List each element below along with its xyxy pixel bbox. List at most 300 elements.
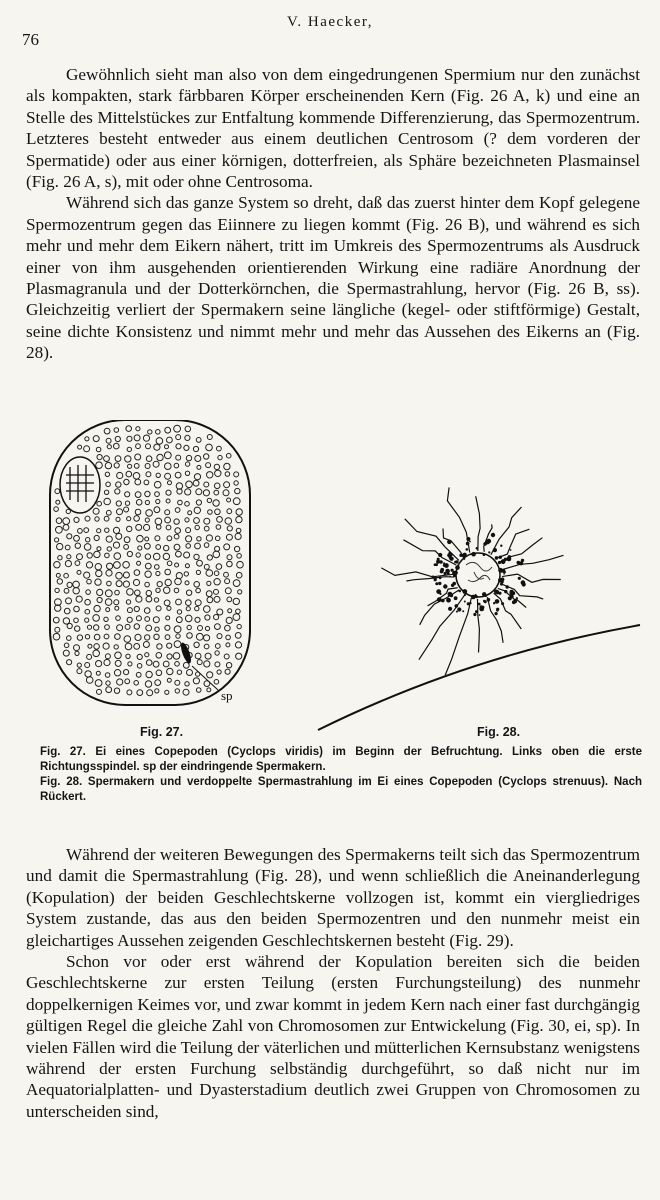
aster-granule bbox=[447, 540, 451, 544]
egg-granule bbox=[77, 554, 83, 560]
egg-granule bbox=[146, 456, 152, 462]
egg-granule bbox=[195, 653, 201, 659]
egg-granule bbox=[156, 473, 160, 477]
egg-granule bbox=[167, 536, 172, 541]
egg-granule bbox=[115, 489, 120, 494]
egg-granule bbox=[207, 688, 211, 692]
egg-granule bbox=[127, 551, 132, 556]
egg-granule bbox=[145, 681, 151, 687]
egg-granule bbox=[127, 589, 134, 596]
egg-granule bbox=[67, 623, 72, 628]
egg-granule bbox=[86, 562, 92, 568]
egg-granule bbox=[174, 626, 181, 633]
egg-granule bbox=[225, 472, 230, 477]
aster-granule bbox=[499, 556, 502, 559]
egg-granule bbox=[205, 653, 211, 659]
egg-granule bbox=[84, 572, 90, 578]
aster-ray bbox=[420, 590, 459, 625]
egg-granule bbox=[154, 481, 161, 488]
egg-granule bbox=[116, 501, 121, 506]
egg-granule bbox=[114, 463, 119, 468]
egg-granule bbox=[146, 472, 151, 477]
egg-granule bbox=[105, 553, 110, 558]
egg-granule bbox=[205, 626, 209, 630]
aster-granule bbox=[457, 564, 459, 566]
egg-granule bbox=[186, 607, 190, 611]
egg-granule bbox=[196, 570, 200, 574]
aster-granule bbox=[512, 600, 516, 604]
egg-granule bbox=[224, 463, 230, 469]
egg-granule bbox=[124, 479, 129, 484]
egg-granule bbox=[124, 636, 131, 643]
egg-granule bbox=[93, 508, 99, 514]
paragraph: Während sich das ganze System so dreht, daß das zuerst hinter dem Kopf gelegene Spermozentrum gegen das Eiinnere zu liegen kommt (Fig. 26 B), und während es sich mehr und mehr dem Eikern nähert, tritt im Umkreis des Spermozentrums als Ausdruck einer von ihm ausgehenden orientierenden Wirkung eine radiäre Anordnung der Plasmagranula und der Dotterkörnchen, die Spermastrahlung, hervor (Fig. 26 B, ss). Gleichzeitig verliert der Spermakern seine längliche (kegel- oder stiftförmige) Gestalt, seine dichte Konsistenz und nimmt mehr und mehr das Aussehen des Eikerns an (Fig. 28). bbox=[26, 193, 640, 363]
egg-granule bbox=[133, 579, 139, 585]
egg-granule bbox=[137, 654, 142, 659]
egg-granule bbox=[106, 438, 111, 443]
egg-granule bbox=[135, 492, 141, 498]
egg-granule bbox=[144, 480, 149, 485]
egg-granule bbox=[156, 653, 162, 659]
egg-granule bbox=[196, 633, 203, 640]
aster-ray bbox=[491, 507, 522, 555]
egg-granule bbox=[155, 565, 160, 570]
egg-granule bbox=[147, 690, 153, 696]
egg-granule bbox=[85, 635, 89, 639]
egg-granule bbox=[193, 446, 198, 451]
egg-granule bbox=[186, 528, 191, 533]
egg-granule bbox=[196, 500, 201, 505]
egg-granule bbox=[236, 572, 242, 578]
egg-granule bbox=[233, 498, 240, 505]
aster-granule bbox=[508, 555, 512, 559]
egg-granule bbox=[134, 644, 140, 650]
egg-granule bbox=[206, 570, 213, 577]
egg-granule bbox=[104, 498, 111, 505]
egg-granule bbox=[97, 501, 102, 506]
egg-granule bbox=[206, 591, 212, 597]
egg-granule bbox=[146, 444, 151, 449]
egg-granule bbox=[237, 561, 244, 568]
egg-granule bbox=[125, 492, 130, 497]
egg-granule bbox=[215, 509, 221, 515]
egg-granule bbox=[125, 624, 130, 629]
egg-granule bbox=[134, 570, 140, 576]
egg-granule bbox=[135, 634, 141, 640]
egg-granule bbox=[145, 653, 149, 657]
aster-granule bbox=[483, 600, 486, 603]
egg-granule bbox=[115, 652, 122, 659]
aster-ray bbox=[487, 597, 503, 643]
paragraph: Schon vor oder erst während der Kopulation bereiten sich die beiden Geschlechtskerne zur ersten Teilung (ersten Furchungsteilung) des nunmehr doppelkernigen Keimes vor, und zwar kommt in jedem Kern nach einer fast durchgängig gültigen Regel die gleiche Zahl von Chromosomen zur Entwickelung (Fig. 30, ei, sp). In vielen Fällen wird die Teilung der väterlichen und mütterlichen Kernsubstanz wenigstens während der ersten Furchung selbständig durchgeführt, so daß nicht nur im Aequatorialplatten- und Dyasterstadium deutlich zwei Gruppen von Chromosomen zu unterscheiden sind, bbox=[26, 952, 640, 1121]
egg-granule bbox=[95, 680, 102, 687]
egg-granule bbox=[65, 545, 70, 550]
egg-granule bbox=[186, 536, 192, 542]
aster-granule bbox=[464, 594, 466, 596]
egg-granule bbox=[96, 661, 102, 667]
egg-granule bbox=[176, 551, 182, 557]
egg-granule bbox=[195, 456, 201, 462]
aster-granule bbox=[473, 613, 476, 616]
egg-granule bbox=[145, 571, 151, 577]
aster-granule bbox=[508, 596, 512, 600]
egg-granule bbox=[184, 572, 188, 576]
egg-granule bbox=[127, 526, 132, 531]
caption-fig28: Fig. 28. Spermakern und verdoppelte Spermastrahlung im Ei eines Copepoden (Cyclops strenuus). Nach Rückert. bbox=[40, 776, 642, 803]
egg-granule bbox=[225, 518, 232, 525]
egg-granule bbox=[63, 518, 70, 525]
egg-granule bbox=[217, 634, 222, 639]
egg-granule bbox=[175, 578, 182, 585]
egg-granule bbox=[105, 599, 112, 606]
egg-granule bbox=[107, 581, 112, 586]
egg-granule bbox=[215, 624, 221, 630]
egg-granule bbox=[134, 435, 140, 441]
egg-granule bbox=[165, 473, 171, 479]
egg-granule bbox=[207, 498, 211, 502]
egg-granule bbox=[66, 598, 72, 604]
egg-granule bbox=[73, 581, 80, 588]
egg-granule bbox=[175, 563, 179, 567]
egg-granule bbox=[55, 627, 60, 632]
egg-granule bbox=[186, 590, 191, 595]
aster-granule bbox=[478, 603, 481, 606]
egg-granule bbox=[204, 661, 210, 667]
egg-granule bbox=[135, 590, 141, 596]
egg-granule bbox=[177, 670, 181, 674]
aster-granule bbox=[454, 561, 457, 564]
egg-granule bbox=[174, 534, 179, 539]
aster-granule bbox=[495, 556, 499, 560]
egg-granule bbox=[206, 535, 212, 541]
egg-granule bbox=[204, 526, 209, 531]
egg-granule bbox=[116, 616, 121, 621]
egg-granule bbox=[195, 617, 200, 622]
egg-granule bbox=[227, 526, 232, 531]
egg-granule bbox=[114, 600, 119, 605]
egg-granule bbox=[197, 465, 201, 469]
egg-granule bbox=[126, 654, 130, 658]
egg-granule bbox=[115, 606, 119, 610]
egg-granule bbox=[167, 561, 172, 566]
aster-granule bbox=[493, 548, 497, 552]
aster-granule bbox=[495, 590, 500, 595]
egg-granule bbox=[125, 643, 132, 650]
egg-granule bbox=[134, 516, 140, 522]
egg-granule bbox=[176, 599, 182, 605]
aster-ray bbox=[502, 574, 561, 582]
egg-granule bbox=[128, 662, 132, 666]
egg-granule bbox=[236, 653, 242, 659]
egg-granule bbox=[174, 641, 181, 648]
egg-granule bbox=[215, 651, 219, 655]
egg-granule bbox=[186, 544, 191, 549]
egg-granule bbox=[136, 553, 140, 557]
egg-granule bbox=[155, 627, 159, 631]
egg-granule bbox=[176, 617, 182, 623]
egg-granule bbox=[216, 525, 221, 530]
aster-granule bbox=[440, 570, 444, 574]
egg-granule bbox=[195, 543, 201, 549]
aster-granule bbox=[501, 569, 505, 573]
aster-granule bbox=[454, 596, 458, 600]
egg-granule bbox=[117, 625, 123, 631]
egg-granule bbox=[196, 688, 201, 693]
egg-granule bbox=[75, 651, 79, 655]
egg-granule bbox=[86, 538, 90, 542]
egg-granule bbox=[106, 536, 112, 542]
egg-granule bbox=[175, 528, 181, 534]
egg-granule bbox=[196, 489, 202, 495]
egg-granule bbox=[165, 510, 170, 515]
aster-granule bbox=[469, 541, 471, 543]
aster-granule bbox=[438, 582, 441, 585]
egg-granule bbox=[167, 437, 173, 443]
egg-granule bbox=[106, 608, 110, 612]
egg-granule bbox=[167, 654, 172, 659]
egg-granule bbox=[206, 444, 213, 451]
egg-granule bbox=[155, 518, 162, 525]
egg-granule bbox=[175, 508, 180, 513]
egg-granule bbox=[76, 596, 82, 602]
egg-granule bbox=[237, 624, 241, 628]
egg-granule bbox=[94, 634, 100, 640]
egg-granule bbox=[54, 562, 60, 568]
egg-granule bbox=[196, 588, 201, 593]
egg-granule bbox=[167, 643, 172, 648]
egg-granule bbox=[65, 561, 71, 567]
egg-granule bbox=[84, 528, 89, 533]
egg-granule bbox=[97, 689, 102, 694]
aster-ray bbox=[443, 529, 463, 557]
egg-granule bbox=[175, 662, 180, 667]
egg-granule bbox=[185, 435, 190, 440]
egg-granule bbox=[145, 518, 149, 522]
egg-granule bbox=[97, 455, 102, 460]
aster-granule bbox=[482, 592, 486, 596]
aster-granule bbox=[434, 563, 437, 566]
fig28-label: Fig. 28. bbox=[477, 725, 521, 739]
egg-granule bbox=[234, 472, 239, 477]
egg-granule bbox=[165, 625, 170, 630]
egg-granule bbox=[57, 579, 62, 584]
egg-granule bbox=[117, 472, 123, 478]
egg-granule bbox=[97, 597, 102, 602]
egg-granule bbox=[204, 482, 209, 487]
egg-granule bbox=[227, 498, 231, 502]
egg-granule bbox=[164, 452, 171, 459]
egg-granule bbox=[183, 662, 189, 668]
egg-granule bbox=[166, 616, 170, 620]
aster-granule bbox=[504, 558, 507, 561]
egg-granule bbox=[165, 517, 171, 523]
egg-granule bbox=[203, 490, 209, 496]
aster-granule bbox=[504, 590, 507, 593]
egg-granule bbox=[96, 570, 102, 576]
egg-granule bbox=[93, 436, 99, 442]
egg-granule bbox=[87, 553, 92, 558]
aster-granule bbox=[448, 607, 452, 611]
egg-granule bbox=[77, 570, 81, 574]
egg-granule bbox=[157, 454, 163, 460]
aster-granule bbox=[480, 605, 483, 608]
egg-granule bbox=[136, 596, 142, 602]
paragraph-block-2 bbox=[26, 844, 640, 1122]
aster-granule bbox=[476, 547, 479, 550]
fig27-label: Fig. 27. bbox=[140, 725, 184, 739]
egg-granule bbox=[233, 598, 239, 604]
aster-granule bbox=[466, 537, 470, 541]
egg-granule bbox=[235, 642, 241, 648]
egg-granule bbox=[95, 564, 101, 570]
egg-granule bbox=[64, 588, 69, 593]
egg-granule bbox=[204, 606, 211, 613]
egg-granule bbox=[225, 588, 231, 594]
egg-granule bbox=[124, 537, 130, 543]
aster-granule bbox=[518, 577, 521, 580]
egg-granule bbox=[236, 516, 242, 522]
egg-granule bbox=[105, 528, 109, 532]
egg-granule bbox=[73, 588, 79, 594]
egg-granule bbox=[227, 561, 233, 567]
egg-granule bbox=[176, 444, 181, 449]
aster-granule bbox=[462, 553, 466, 557]
aster-granule bbox=[465, 592, 467, 594]
aster-granule bbox=[487, 598, 491, 602]
egg-granule bbox=[74, 618, 79, 623]
egg-granule bbox=[227, 509, 232, 514]
aster-granule bbox=[435, 582, 438, 585]
egg-granule bbox=[176, 573, 182, 579]
egg-granule bbox=[85, 663, 90, 668]
egg-granule bbox=[185, 564, 189, 568]
egg-granule bbox=[186, 481, 193, 488]
aster-granule bbox=[462, 610, 464, 612]
egg-granule bbox=[165, 445, 169, 449]
egg-granule bbox=[207, 435, 212, 440]
egg-granule bbox=[148, 430, 152, 434]
egg-granule bbox=[217, 517, 223, 523]
egg-granule bbox=[96, 671, 100, 675]
egg-granule bbox=[94, 625, 99, 630]
egg-granule bbox=[107, 547, 111, 551]
egg-granule bbox=[138, 546, 142, 550]
egg-granule bbox=[88, 644, 92, 648]
egg-granule bbox=[185, 581, 189, 585]
egg-granule bbox=[194, 582, 200, 588]
egg-granule bbox=[154, 634, 159, 639]
aster-granule bbox=[449, 576, 451, 578]
egg-granule bbox=[94, 605, 100, 611]
egg-granule bbox=[217, 670, 221, 674]
egg-granule bbox=[134, 681, 139, 686]
aster-ray bbox=[419, 595, 465, 660]
egg-granule bbox=[124, 545, 129, 550]
egg-granule bbox=[175, 472, 181, 478]
aster-granule bbox=[452, 571, 457, 576]
egg-granule bbox=[85, 437, 89, 441]
egg-granule bbox=[117, 679, 123, 685]
egg-granule bbox=[204, 564, 209, 569]
egg-granule bbox=[105, 654, 110, 659]
egg-granule bbox=[236, 609, 241, 614]
aster-granule bbox=[501, 602, 504, 605]
egg-granule bbox=[145, 635, 150, 640]
egg-granule bbox=[127, 617, 132, 622]
egg-granule bbox=[155, 536, 160, 541]
aster-granule bbox=[438, 553, 442, 557]
egg-granule bbox=[105, 462, 111, 468]
figure-caption bbox=[40, 745, 642, 804]
egg-granule bbox=[225, 579, 230, 584]
aster-granule bbox=[439, 560, 443, 564]
egg-granule bbox=[114, 553, 121, 560]
egg-granule bbox=[194, 507, 200, 513]
egg-granule bbox=[186, 455, 191, 460]
egg-granule bbox=[113, 542, 119, 548]
aster-granule bbox=[500, 545, 502, 547]
egg-granule bbox=[185, 462, 189, 466]
aster-granule bbox=[475, 594, 477, 596]
aster-granule bbox=[479, 614, 481, 616]
egg-granule bbox=[184, 552, 190, 558]
egg-granule bbox=[145, 582, 150, 587]
egg-granule bbox=[104, 456, 110, 462]
egg-granule bbox=[143, 642, 149, 648]
egg-granule bbox=[224, 482, 230, 488]
egg-granule bbox=[165, 569, 171, 575]
egg-granule bbox=[67, 534, 72, 539]
egg-granule bbox=[215, 662, 220, 667]
aster-granule bbox=[506, 585, 509, 588]
aster-granule bbox=[455, 604, 459, 608]
egg-granule bbox=[135, 509, 141, 515]
aster-granule bbox=[496, 609, 498, 611]
egg-granule bbox=[85, 599, 91, 605]
egg-granule bbox=[185, 426, 191, 432]
aster-granule bbox=[456, 611, 458, 613]
egg-granule bbox=[114, 428, 119, 433]
egg-granule bbox=[235, 488, 240, 493]
egg-granule bbox=[95, 517, 99, 521]
egg-granule bbox=[174, 463, 179, 468]
egg-granule bbox=[104, 516, 109, 521]
egg-granule bbox=[195, 600, 201, 606]
egg-granule bbox=[145, 491, 150, 496]
egg-granule bbox=[154, 507, 160, 513]
egg-granule bbox=[196, 438, 201, 443]
egg-granule bbox=[115, 660, 121, 666]
egg-granule bbox=[67, 582, 72, 587]
egg-granule bbox=[126, 471, 132, 477]
egg-granule bbox=[114, 645, 118, 649]
egg-granule bbox=[145, 617, 150, 622]
aster-ray bbox=[476, 496, 480, 551]
egg-granule bbox=[114, 670, 120, 676]
aster-granule bbox=[516, 597, 518, 599]
aster-granule bbox=[444, 572, 447, 575]
egg-granule bbox=[155, 689, 159, 693]
egg-granule bbox=[214, 680, 219, 685]
egg-granule bbox=[174, 544, 180, 550]
egg-granule bbox=[55, 489, 60, 494]
egg-granule bbox=[55, 538, 59, 542]
egg-granule bbox=[56, 573, 60, 577]
egg-granule bbox=[106, 570, 112, 576]
egg-granule bbox=[174, 588, 179, 593]
egg-granule bbox=[104, 634, 109, 639]
egg-granule bbox=[106, 681, 110, 685]
